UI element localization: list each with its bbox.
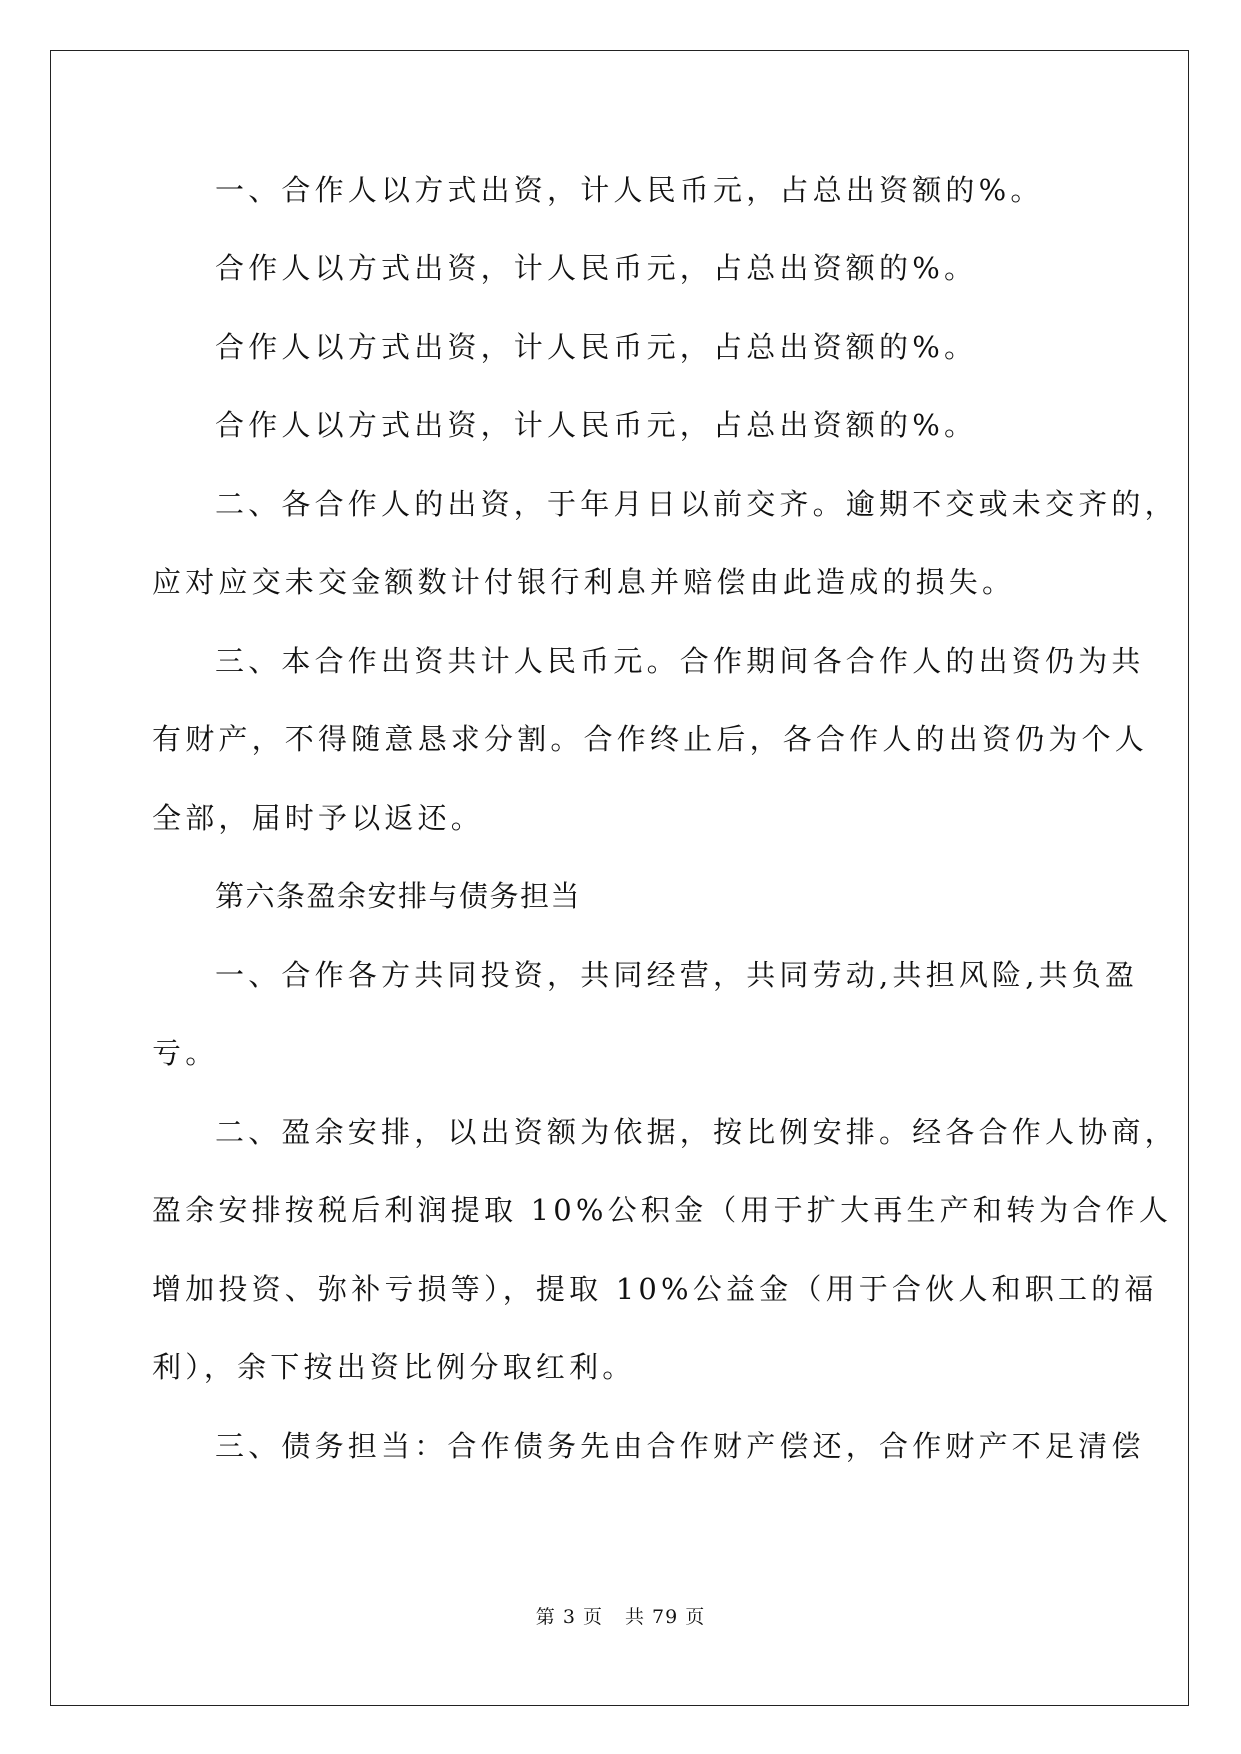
paragraph-line-17: 三、债务担当：合作债务先由合作财产偿还，合作财产不足清偿 [215, 1429, 1145, 1463]
paragraph-line-9: 全部，届时予以返还。 [152, 801, 485, 835]
page-footer [0, 1602, 1241, 1629]
paragraph-line-11: 一、合作各方共同投资，共同经营，共同劳动,共担风险,共负盈 [215, 958, 1139, 992]
paragraph-line-6: 应对应交未交金额数计付银行利息并赔偿由此造成的损失。 [152, 565, 1016, 599]
paragraph-line-14: 盈余安排按税后利润提取 10%公积金（用于扩大再生产和转为合作人 [152, 1193, 1173, 1227]
paragraph-line-4: 合作人以方式出资，计人民币元，占总出资额的%。 [215, 408, 978, 442]
page-total: 共 79 页 [624, 1606, 706, 1628]
paragraph-line-8: 有财产，不得随意恳求分割。合作终止后，各合作人的出资仍为个人 [152, 722, 1149, 756]
paragraph-line-7: 三、本合作出资共计人民币元。合作期间各合作人的出资仍为共 [215, 644, 1145, 678]
paragraph-line-3: 合作人以方式出资，计人民币元，占总出资额的%。 [215, 330, 978, 364]
section-heading: 第六条盈余安排与债务担当 [215, 879, 582, 913]
paragraph-line-5: 二、各合作人的出资，于年月日以前交齐。逾期不交或未交齐的， [215, 487, 1178, 521]
paragraph-line-13: 二、盈余安排，以出资额为依据，按比例安排。经各合作人协商， [215, 1115, 1178, 1149]
paragraph-line-15: 增加投资、弥补亏损等），提取 10%公益金（用于合伙人和职工的福 [152, 1272, 1158, 1306]
paragraph-line-16: 利），余下按出资比例分取红利。 [152, 1350, 636, 1384]
page-number: 第 3 页 [535, 1606, 603, 1628]
paragraph-line-12: 亏。 [152, 1036, 219, 1070]
paragraph-line-1: 一、合作人以方式出资，计人民币元，占总出资额的%。 [215, 173, 1044, 207]
paragraph-line-2: 合作人以方式出资，计人民币元，占总出资额的%。 [215, 251, 978, 285]
